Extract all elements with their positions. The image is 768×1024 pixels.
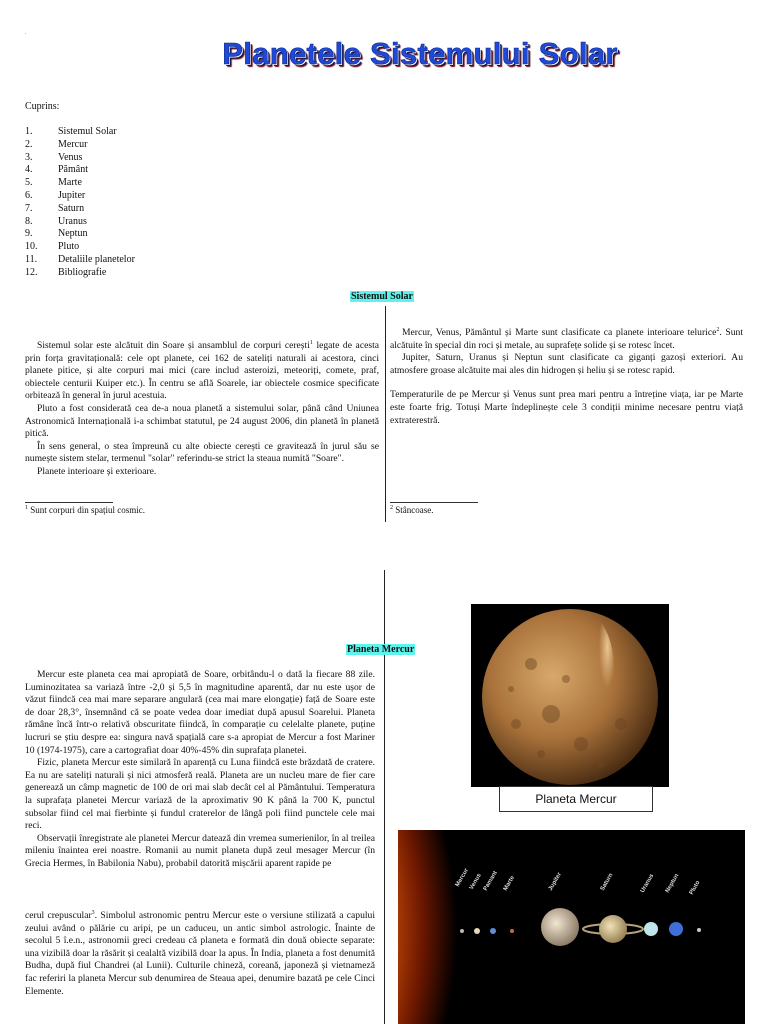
toc-item-label: Mercur: [58, 138, 88, 150]
solar-label-pluto: Pluto: [688, 880, 702, 896]
footnote-separator: [25, 502, 113, 503]
toc-item[interactable]: [25, 139, 135, 152]
toc-item[interactable]: [25, 164, 135, 177]
toc-item-number: 11.: [25, 253, 38, 265]
toc-item-label: Saturn: [58, 202, 85, 214]
mercury-planet-image: [471, 604, 669, 787]
toc-item-label: Marte: [58, 177, 82, 189]
toc-item-label: Sistemul Solar: [58, 126, 117, 137]
toc-item[interactable]: [25, 177, 135, 190]
paragraph: Fizic, planeta Mercur este similară în aparență cu Luna fiindcă este brăzdată de cratere. Ea nu are sateliți naturali și nici atmosferă reală. Planeta are un nucleu mare de fier care generează un câmp magnetic de 100 de ori mai slab decât cel al Pământului. Temperatura la suprafața planetei Mercur variază de la aproximativ 90 K până la 700 K, punctul subsolar fiind cel mai fierbinte și fundul craterelor de lângă poli fiind punctele cele mai reci.: [25, 757, 375, 832]
solar-label-pamant: Pamant: [482, 870, 499, 892]
toc-item[interactable]: [25, 152, 135, 165]
toc-item[interactable]: [25, 203, 135, 216]
paragraph: Mercur, Venus, Pământul și Marte sunt clasificate ca planete interioare telurice$^2$. Sunt alcătuite în special din roci și metale, au suprafețe solide și se rotesc încet.: [390, 326, 743, 351]
paragraph: Sistemul solar este alcătuit din Soare și ansamblul de corpuri cerești$^1$ legate de acesta prin forța gravitațională: cele opt planete, cei 162 de sateliți naturali ai acestora, cinci planete pitice, și alte corpuri mai mici (care includ asteroizi, meteoriți, comete, praf, obiectele centurii Kuiper etc.). În centru se află Soarele, iar obiectele cosmice specificate orbitează în general în jurul acestuia.: [25, 339, 379, 402]
toc-item-number: 6.: [25, 189, 33, 201]
toc-item-number: 2.: [25, 138, 33, 150]
toc-item[interactable]: [25, 254, 135, 267]
toc-item-number: 5.: [25, 177, 33, 189]
solar-label-saturn: Saturn: [599, 872, 615, 892]
toc-item-label: Jupiter: [58, 189, 86, 201]
section1-left-column: [25, 340, 379, 479]
toc-item[interactable]: [25, 267, 135, 280]
toc-item-number: 4.: [25, 164, 33, 176]
toc-item-label: Detaliile planetelor: [58, 253, 135, 265]
paragraph: Pluto a fost considerată cea de-a noua planetă a sistemului solar, până când Uniunea Astronomică Internațională i-a schimbat statutul, pe 24 august 2006, din planetă în planetă pitică.: [25, 402, 379, 440]
section-heading-planeta-mercur: Planeta Mercur: [347, 644, 415, 655]
solar-label-neptun: Neptun: [664, 873, 681, 894]
footnote-1: $^1$ Sunt corpuri din spațiul cosmic.: [25, 505, 145, 515]
toc-item-label: Uranus: [58, 215, 87, 227]
solar-label-marte: Marte: [502, 875, 517, 892]
solar-label-jupiter: Jupiter: [547, 871, 564, 892]
toc-item-label: Pământ: [58, 164, 88, 176]
toc-item-number: 3.: [25, 151, 33, 163]
toc-item[interactable]: [25, 228, 135, 241]
solar-label-mercur: Mercur: [454, 867, 471, 888]
toc-item[interactable]: [25, 216, 135, 229]
section-heading-sistemul-solar: Sistemul Solar: [351, 291, 413, 302]
column-divider: [384, 570, 385, 1024]
paragraph: Jupiter, Saturn, Uranus și Neptun sunt clasificate ca giganți gazoși exteriori. Au atmosfere groase alcătuite mai ales din hidrogen și heliu și se rotesc rapid.: [390, 352, 743, 376]
toc-item-number: 9.: [25, 228, 33, 240]
toc-item[interactable]: [25, 190, 135, 203]
footnote-2: $^2$ Stâncoase.: [390, 505, 434, 515]
solar-label-uranus: Uranus: [639, 873, 656, 894]
solar-system-image: [398, 830, 745, 1024]
paragraph: cerul crepuscular$^3$. Simbolul astronomic pentru Mercur este o versiune stilizată a capului zeului având o pălărie cu aripi, pe un caduceu, un antic simbol astrologic. Înainte de secolul 5 î.e.n., astronomii greci credeau că planeta e formată din două obiecte separate: una vizibilă doar la răsărit și cealaltă vizibilă doar la apus. În India, planeta a fost denumită Budha, după fiul Chandrei (al Lunii). Culturile chineză, coreană, japoneză și vietnameză fac referiri la planeta Mercur sub denumirea de Steaua apei, denumire bazată pe cele Cinci Elemente.: [25, 909, 375, 997]
toc-item-number: 12.: [25, 266, 38, 278]
page-title: Planetele Sistemului Solar: [222, 36, 618, 71]
toc-item[interactable]: [25, 126, 135, 139]
table-of-contents: [25, 126, 135, 280]
toc-item-label: Venus: [58, 151, 83, 163]
toc-item-label: Bibliografie: [58, 266, 107, 278]
toc-item-label: Neptun: [58, 228, 88, 240]
footnote-separator: [390, 502, 478, 503]
toc-item[interactable]: [25, 241, 135, 254]
section1-right-column: [390, 327, 743, 427]
toc-item-label: Pluto: [58, 241, 80, 253]
mercury-caption: Planeta Mercur: [499, 786, 653, 812]
section2-text-column: [25, 669, 375, 871]
paragraph: Mercur este planeta cea mai apropiată de Soare, orbitându-l o dată la fiecare 88 zile. Luminozitatea sa variază între -2,0 și 5,5 în magnitudine aparentă, dar nu este ușor de văzut fiindcă cea mai mare separare angulară (cea mai mare elongație) față de Soare este de doar 28,3°, însemnând că se poate vedea doar imediat după apusul Soarelui. Planeta rămâne încă într-o relativă obscuritate fiindcă, în comparație cu celelalte planete, puține lucruri se știu despre ea: singura navă spațială care s-a apropiat de Mercur a fost Mariner 10 (1974-1975), care a cartografiat doar 40%-45% din suprafața planetei.: [25, 669, 375, 756]
solar-label-venus: Venus: [468, 872, 483, 891]
paragraph: Temperaturile de pe Mercur și Venus sunt prea mari pentru a întreține viața, iar pe Marte este foarte frig. Totuși Marte îndeplinește cele 3 condiții minime necesare pentru viață extraterestră.: [390, 389, 743, 426]
toc-item-number: 1.: [25, 126, 33, 137]
paragraph: Observații înregistrate ale planetei Mercur datează din vremea sumerienilor, în al treilea mileniu înaintea erei noastre. Romanii au numit planeta după zeul mesager Mercur (în Grecia Hermes, în Babilonia Nabu), probabil datorită mișcării aparent rapide pe: [25, 832, 375, 869]
stray-dot: .: [25, 30, 27, 36]
toc-item-number: 7.: [25, 202, 33, 214]
column-divider: [385, 306, 386, 522]
section2-text-continued: [25, 910, 375, 998]
paragraph: În sens general, o stea împreună cu alte obiecte cerești ce gravitează în jurul său se numește sistem stelar, termenul "solar" referindu-se strict la steaua numită "Soare".: [25, 440, 379, 465]
toc-item-number: 10.: [25, 241, 38, 253]
toc-label: Cuprins:: [25, 101, 60, 112]
paragraph: Planete interioare și exterioare.: [37, 465, 157, 477]
toc-item-number: 8.: [25, 215, 33, 227]
